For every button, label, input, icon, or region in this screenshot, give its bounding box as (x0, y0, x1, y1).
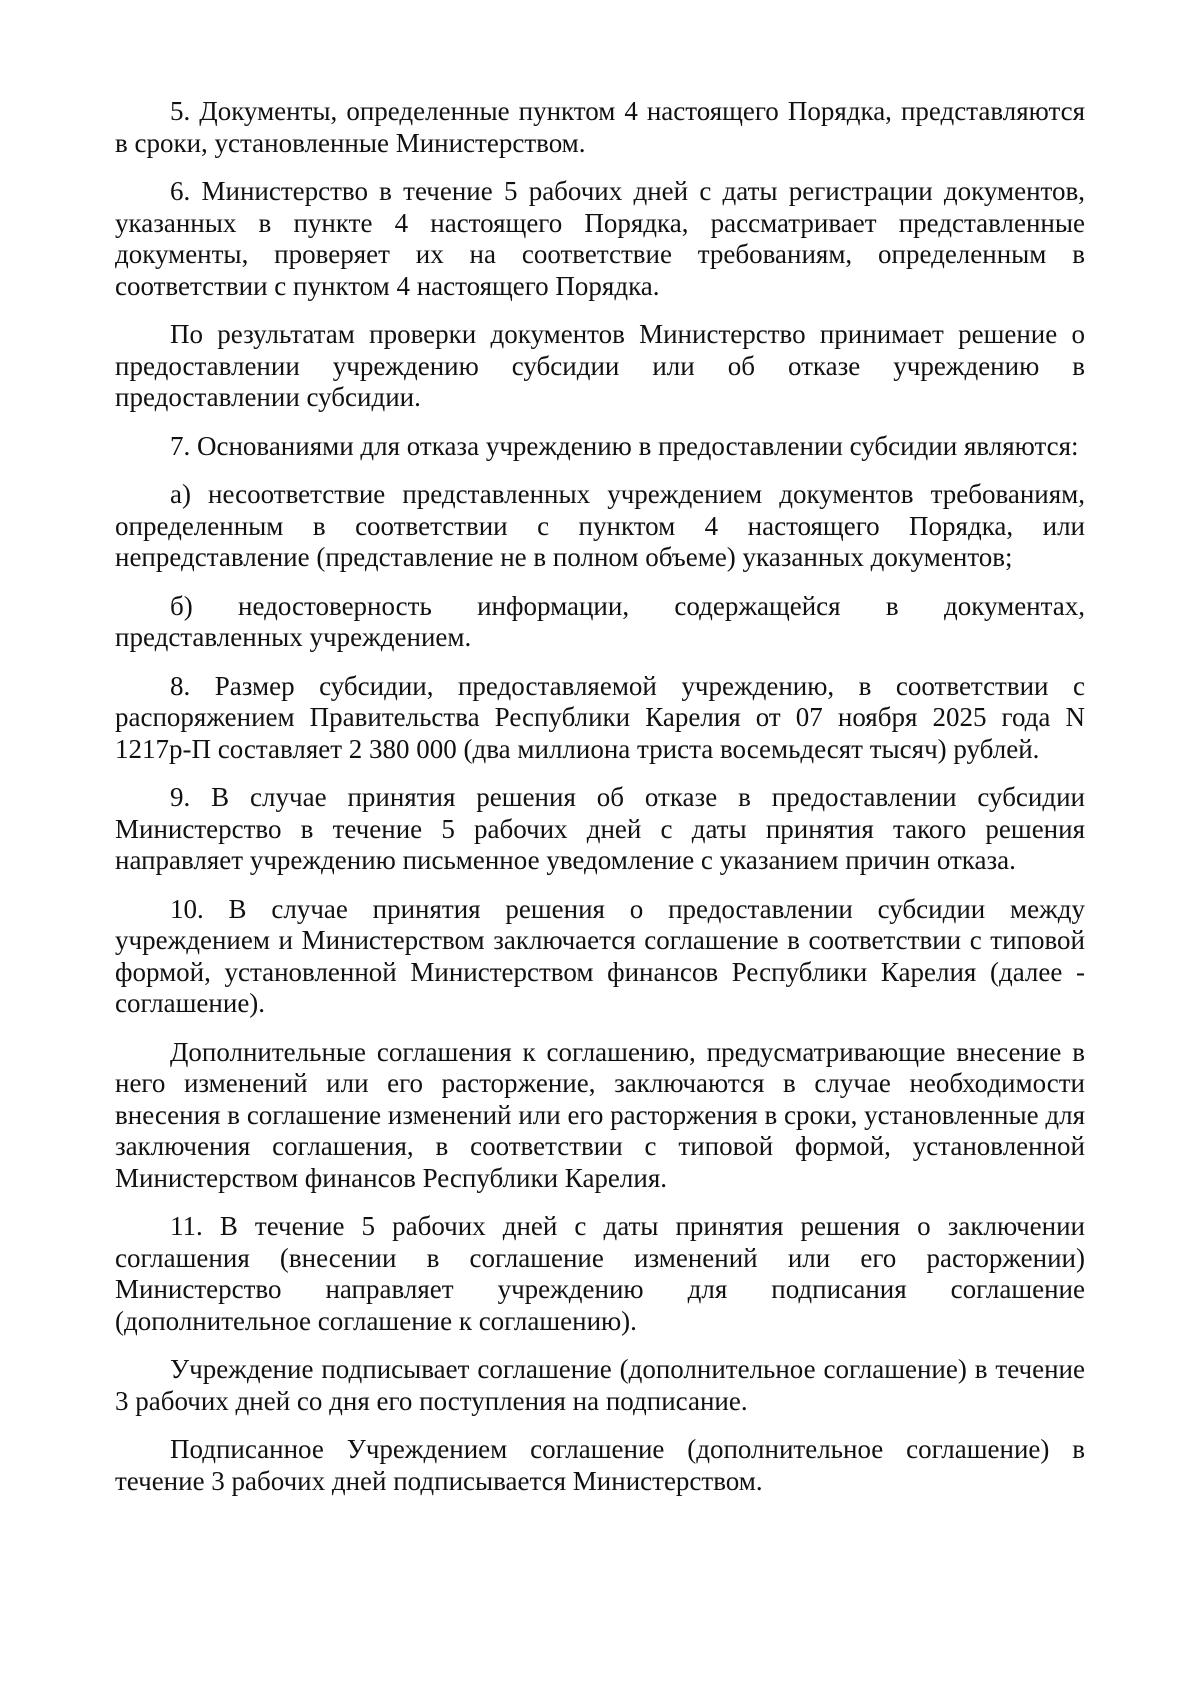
paragraph-7-a: а) несоответствие представленных учреждением документов требованиям, определенным в соответствии с пунктом 4 настоящего Порядка, или непредставление (представление не в полном объеме) указанных документов; (115, 479, 1085, 572)
paragraph-5: 5. Документы, определенные пунктом 4 настоящего Порядка, представляются в сроки, установленные Министерством. (115, 96, 1085, 158)
paragraph-9: 9. В случае принятия решения об отказе в предоставлении субсидии Министерство в течение 5 рабочих дней с даты принятия такого решения направляет учреждению письменное уведомление с указанием причин отказа. (115, 782, 1085, 875)
paragraph-11-signing: Учреждение подписывает соглашение (дополнительное соглашение) в течение 3 рабочих дней со дня его поступления на подписание. (115, 1354, 1085, 1416)
paragraph-11: 11. В течение 5 рабочих дней с даты принятия решения о заключении соглашения (внесении в соглашение изменений или его расторжении) Министерство направляет учреждению для подписания соглашение (дополнительное соглашение к соглашению). (115, 1211, 1085, 1336)
paragraph-6: 6. Министерство в течение 5 рабочих дней с даты регистрации документов, указанных в пункте 4 настоящего Порядка, рассматривает представленные документы, проверяет их на соответствие требованиям, определенным в соответствии с пунктом 4 настоящего Порядка. (115, 176, 1085, 301)
paragraph-7-b: б) недостоверность информации, содержащейся в документах, представленных учреждением. (115, 590, 1085, 652)
paragraph-7: 7. Основаниями для отказа учреждению в предоставлении субсидии являются: (170, 430, 1079, 461)
paragraph-10-additional: Дополнительные соглашения к соглашению, предусматривающие внесение в него изменений или его расторжение, заключаются в случае необходимости внесения в соглашение изменений или его расторжения в сроки, установленные для заключения соглашения, в соответствии с типовой формой, установленной Министерством финансов Республики Карелия. (115, 1036, 1085, 1193)
paragraph-10: 10. В случае принятия решения о предоставлении субсидии между учреждением и Министерством заключается соглашение в соответствии с типовой формой, установленной Министерством финансов Республики Карелия (далее - соглашение). (115, 893, 1085, 1018)
document-page (115, 96, 1085, 1514)
paragraph-6-result: По результатам проверки документов Министерство принимает решение о предоставлении учреждению субсидии или об отказе учреждению в предоставлении субсидии. (115, 319, 1085, 412)
paragraph-8: 8. Размер субсидии, предоставляемой учреждению, в соответствии с распоряжением Правительства Республики Карелия от 07 ноября 2025 года N 1217р-П составляет 2 380 000 (два миллиона триста восемьдесят тысяч) рублей. (115, 670, 1085, 764)
paragraph-11-ministry-signing: Подписанное Учреждением соглашение (дополнительное соглашение) в течение 3 рабочих дней подписывается Министерством. (115, 1434, 1085, 1496)
